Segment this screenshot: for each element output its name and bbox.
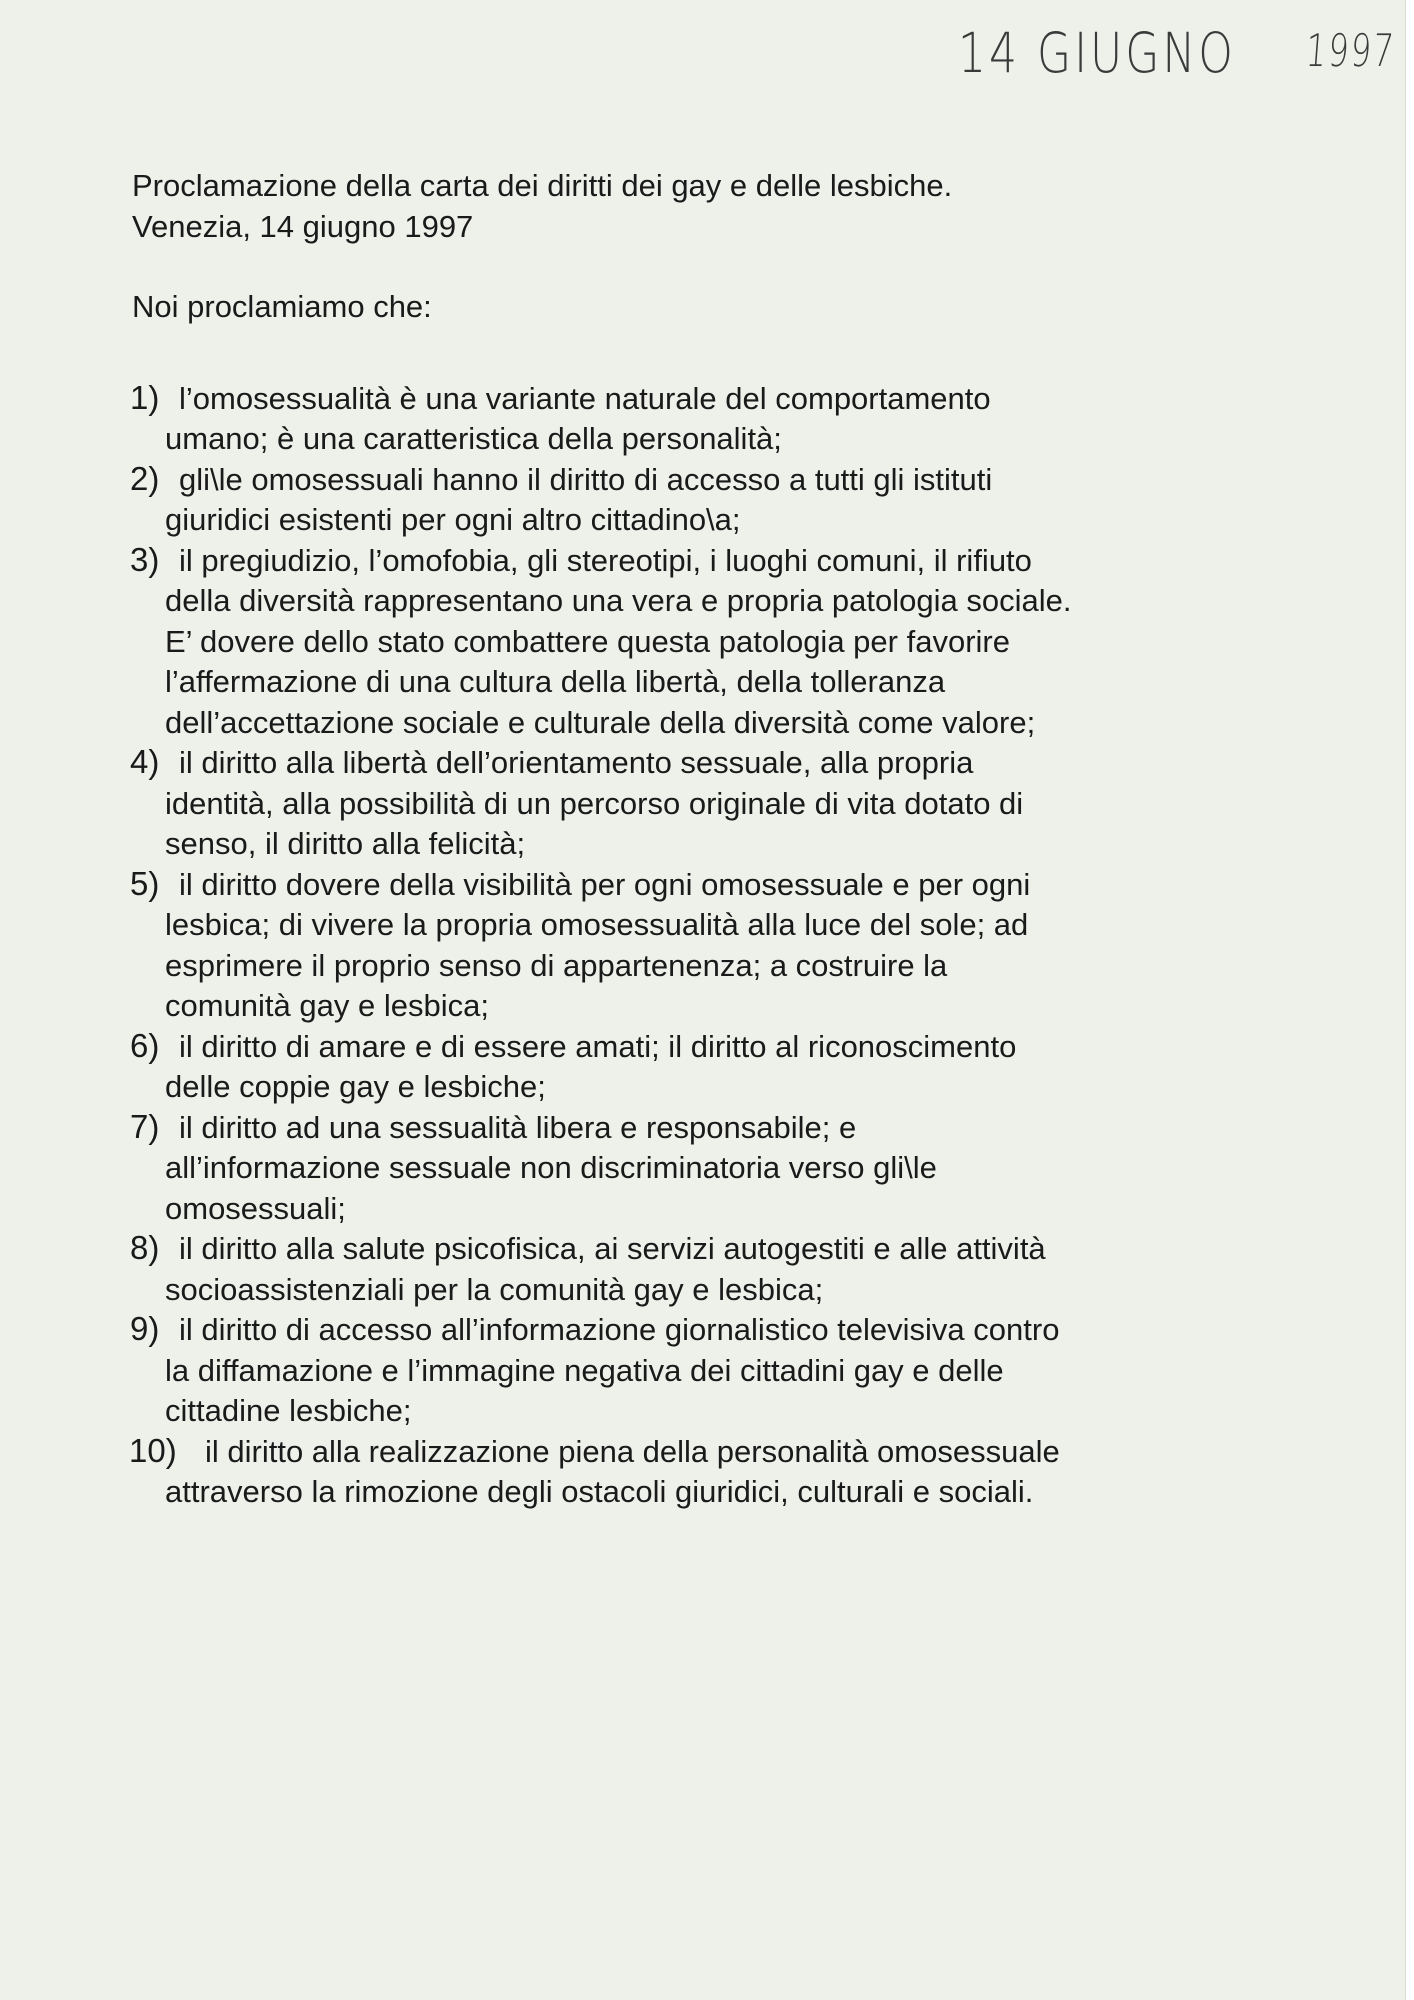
list-item (132, 460, 1292, 541)
list-item-text-line: socioassistenziali per la comunità gay e lesbica; (165, 1271, 824, 1307)
list-item-number: 5) (130, 864, 160, 902)
list-item-number: 7) (130, 1107, 160, 1145)
list-item-text-line: dell’accettazione sociale e culturale della diversità come valore; (165, 704, 1036, 740)
list-item-text-line: della diversità rappresentano una vera e propria patologia sociale. (165, 583, 1072, 618)
list-item-text-line: gli\le omosessuali hanno il diritto di accesso a tutti gli istituti (179, 461, 993, 497)
list-item-text-line: il diritto dovere della visibilità per ogni omosessuale e per ogni (179, 866, 1031, 902)
document-title: Proclamazione della carta dei diritti dei gay e delle lesbiche. (132, 168, 953, 203)
list-item-text-line: delle coppie gay e lesbiche; (165, 1069, 546, 1104)
list-item (132, 1027, 1292, 1108)
list-item (129, 1431, 1292, 1513)
list-item-text-line: il diritto di accesso all’informazione giornalistico televisiva contro (179, 1312, 1060, 1347)
document-place-date: Venezia, 14 giugno 1997 (132, 208, 474, 244)
list-item-text-line: giuridici esistenti per ogni altro cittadino\a; (165, 502, 741, 537)
list-item-text-line: comunità gay e lesbica; (165, 988, 489, 1023)
list-item-number: 1) (130, 378, 160, 416)
list-item-number: 2) (130, 459, 160, 497)
list-item (132, 865, 1292, 1027)
list-item-number: 3) (130, 540, 160, 578)
list-item-text-line: attraverso la rimozione degli ostacoli giuridici, culturali e sociali. (165, 1474, 1034, 1509)
list-item-text-line: il diritto alla libertà dell’orientamento sessuale, alla propria (179, 745, 974, 780)
list-item-text-line: l’omosessualità è una variante naturale del comportamento (179, 380, 991, 416)
handwritten-date-annotation: 14 GIUGNO (958, 22, 1236, 86)
list-item (132, 541, 1292, 744)
list-item-text-line: lesbica; di vivere la propria omosessualità alla luce del sole; ad (165, 907, 1029, 942)
list-item-text-line: cittadine lesbiche; (165, 1393, 412, 1428)
list-item (132, 379, 1292, 460)
list-item (132, 1229, 1292, 1310)
list-item-text-line: E’ dovere dello stato combattere questa patologia per favorire (165, 623, 1010, 659)
list-item-text-line: il diritto ad una sessualità libera e responsabile; e (179, 1109, 857, 1145)
proclamation-intro: Noi proclamiamo che: (132, 289, 432, 324)
list-item-text-line: il pregiudizio, l’omofobia, gli stereotipi, i luoghi comuni, il rifiuto (179, 542, 1032, 578)
list-item (132, 1108, 1292, 1230)
list-item-text-line: identità, alla possibilità di un percorso originale di vita dotato di (165, 785, 1024, 821)
rights-list (129, 378, 1292, 1513)
page-edge (1405, 0, 1414, 2000)
list-item-text-line: la diffamazione e l’immagine negativa dei cittadini gay e delle (165, 1352, 1004, 1388)
list-item-text-line: all’informazione sessuale non discriminatoria verso gli\le (165, 1150, 937, 1185)
list-item-text-line: il diritto alla salute psicofisica, ai servizi autogestiti e alle attività (179, 1231, 1046, 1266)
list-item (132, 1310, 1292, 1432)
list-item-text-line: il diritto alla realizzazione piena della personalità omosessuale (205, 1433, 1060, 1469)
list-item-number: 4) (130, 743, 160, 780)
list-item-number: 9) (130, 1310, 160, 1347)
handwritten-year-annotation: 1997 (1304, 24, 1398, 78)
list-item-text-line: esprimere il proprio senso di appartenenza; a costruire la (165, 947, 948, 983)
list-item-text-line: umano; è una caratteristica della personalità; (165, 421, 782, 456)
list-item-text-line: omosessuali; (165, 1190, 346, 1226)
list-item-text-line: senso, il diritto alla felicità; (165, 826, 526, 861)
list-item-text-line: l’affermazione di una cultura della libertà, della tolleranza (165, 664, 946, 699)
list-item-text-line: il diritto di amare e di essere amati; il diritto al riconoscimento (179, 1028, 1017, 1064)
list-item-number: 6) (130, 1026, 160, 1064)
list-item-number: 10) (129, 1431, 177, 1469)
list-item (132, 743, 1292, 865)
document-body (129, 166, 1292, 1513)
list-item-number: 8) (130, 1229, 160, 1266)
